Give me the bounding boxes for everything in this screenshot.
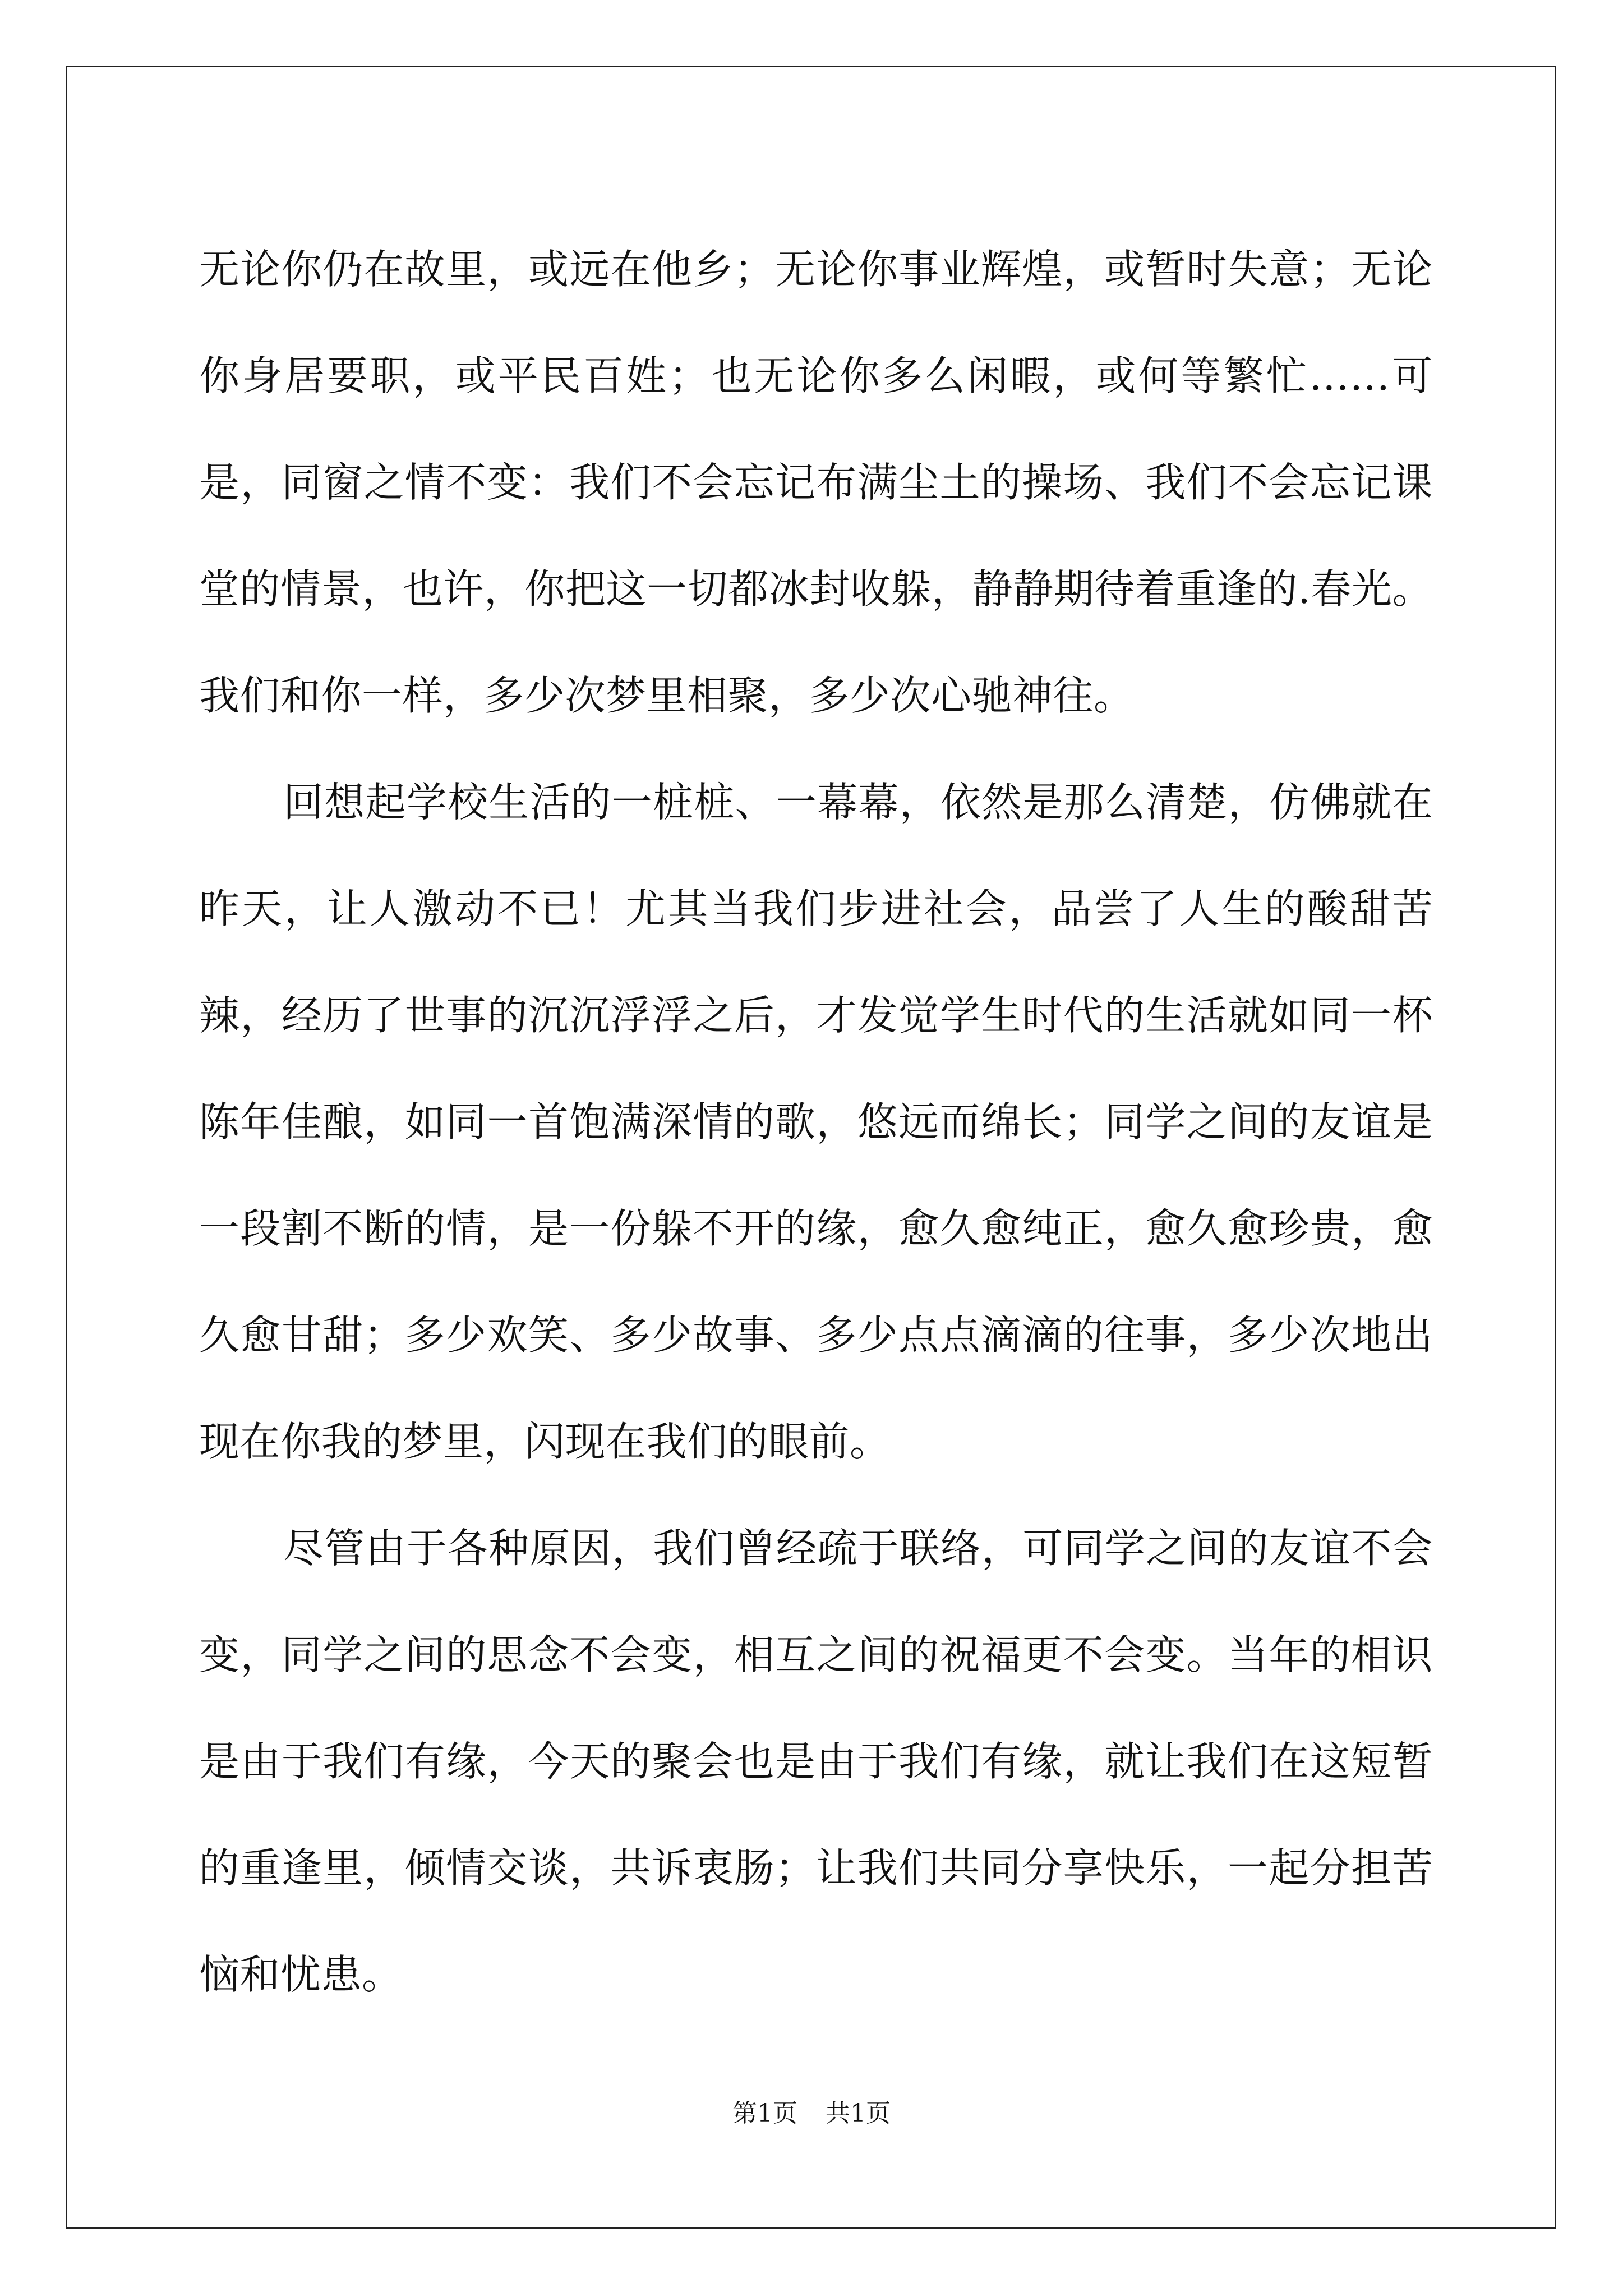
paragraph-2: 回想起学校生活的一桩桩、一幕幕，依然是那么清楚，仿佛就在昨天，让人激动不已！尤其当我们步进社会，品尝了人生的酸甜苦辣，经历了世事的沉沉浮浮之后，才发觉学生时代的生活就如同一杯陈年佳酿，如同一首饱满深情的歌，悠远而绵长；同学之间的友谊是一段割不断的情，是一份躲不开的缘，愈久愈纯正，愈久愈珍贵，愈久愈甘甜；多少欢笑、多少故事、多少点点滴滴的往事，多少次地出现在你我的梦里，闪现在我们的眼前。 [199,779,1433,1465]
page-number-total: 共1页 [826,2099,891,2128]
paragraph-3: 尽管由于各种原因，我们曾经疏于联络，可同学之间的友谊不会变，同学之间的思念不会变，相互之间的祝福更不会变。当年的相识是由于我们有缘，今天的聚会也是由于我们有缘，就让我们在这短暂的重逢里，倾情交谈，共诉衷肠；让我们共同分享快乐，一起分担苦恼和忧患。 [199,1525,1433,1998]
page-number-current: 第1页 [732,2099,797,2128]
document-body [199,216,1433,2028]
paragraph-1: 无论你仍在故里，或远在他乡；无论你事业辉煌，或暂时失意；无论你身居要职，或平民百姓；也无论你多么闲暇，或何等繁忙……可是，同窗之情不变：我们不会忘记布满尘土的操场、我们不会忘记课堂的情景，也许，你把这一切都冰封收躲，静静期待着重逢的.春光。我们和你一样，多少次梦里相聚，多少次心驰神往。 [199,246,1433,719]
page-footer [0,2097,1623,2131]
